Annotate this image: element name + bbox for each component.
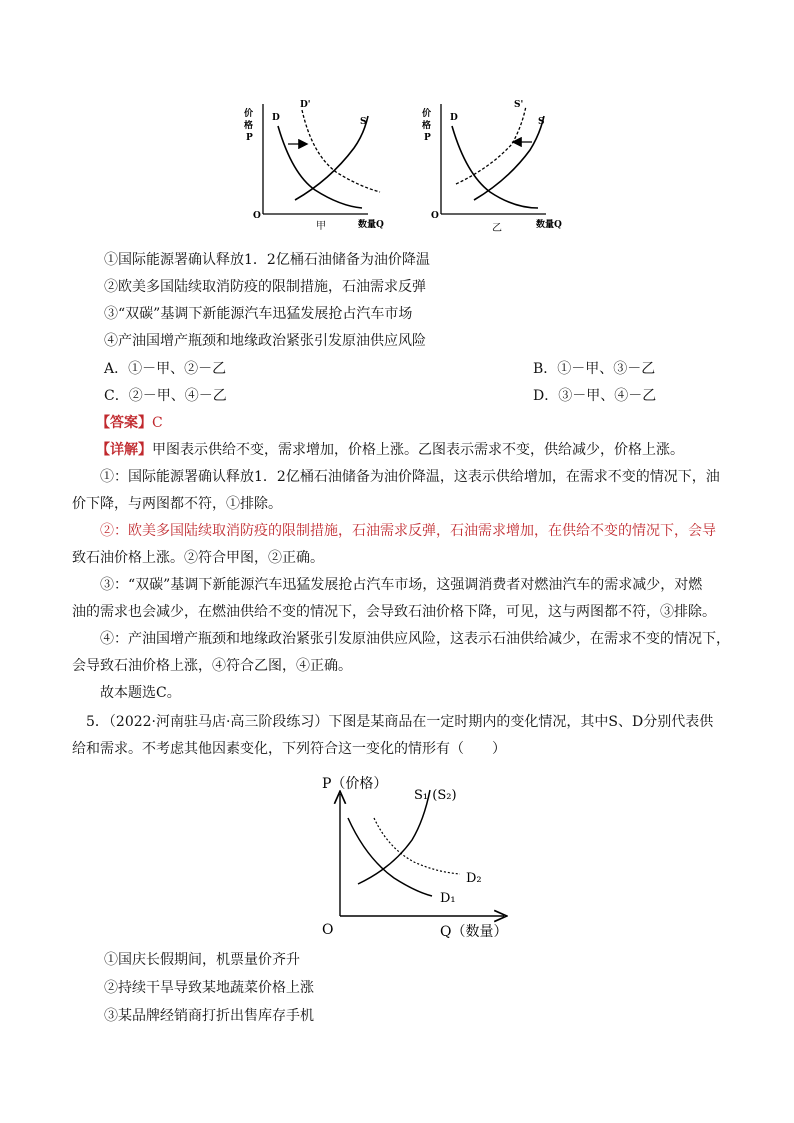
q5-item-3: ③某品牌经销商打折出售库存手机 [104, 1008, 314, 1024]
caption-label: 甲 [316, 221, 326, 232]
supply-curve-s-prime [456, 106, 526, 184]
p-axis-label: 价 [422, 109, 432, 119]
q-axis-label: 数量Q [536, 220, 562, 230]
p-axis-label-2: 格 [422, 121, 432, 131]
origin-label: O [322, 922, 334, 938]
caption-label: 乙 [492, 223, 502, 234]
answer-value: C [152, 415, 163, 431]
analysis-4b: 会导致石油价格上涨，④符合乙图，④正确。 [72, 658, 352, 674]
q-axis-label: 数量Q [358, 220, 384, 230]
q4-detail [96, 440, 684, 460]
s-label: S [538, 117, 545, 127]
supply-curve-s1 [358, 790, 430, 884]
q5-stem-2: 给和需求。不考虑其他因素变化，下列符合这一变化的情形有（ ） [72, 741, 506, 757]
detail-text: 甲图表示供给不变，需求增加，价格上涨。乙图表示需求不变，供给减少，价格上涨。 [152, 442, 684, 458]
demand-curve-d [452, 126, 538, 208]
q4-item-2: ②欧美多国陆续取消防疫的限制措施，石油需求反弹 [104, 279, 426, 295]
q4-item-3: ③“双碳”基调下新能源汽车迅猛发展抢占汽车市场 [104, 306, 413, 322]
p-axis-label-3: P [424, 133, 431, 143]
answer-tag: 【答案】 [96, 415, 152, 431]
d-label: D [272, 113, 280, 123]
origin-label: O [431, 211, 439, 221]
q4-conclusion: 故本题选C。 [100, 685, 181, 701]
p-axis-label: P（价格） [322, 776, 388, 792]
q4-item-1: ①国际能源署确认释放1．2亿桶石油储备为油价降温 [104, 252, 430, 268]
detail-tag: 【详解】 [96, 442, 152, 458]
p-axis-label: 价 [244, 109, 254, 119]
q4-option-c: C．②－甲、④－乙 [104, 388, 227, 404]
analysis-1a: ①：国际能源署确认释放1．2亿桶石油储备为油价降温，这表示供给增加，在需求不变的情况下，油 [100, 469, 720, 485]
demand-curve-d1 [348, 818, 432, 896]
d1-label: D₁ [440, 891, 456, 906]
analysis-2b: 致石油价格上涨。②符合甲图，②正确。 [72, 550, 324, 566]
supply-curve-s [295, 116, 368, 200]
origin-label: O [253, 211, 261, 221]
p-axis-label-2: 格 [244, 121, 254, 131]
d-prime-label: D' [300, 100, 311, 110]
graph-yi [418, 96, 568, 234]
d-label: D [450, 113, 458, 123]
q4-option-d: D．③－甲、④－乙 [533, 388, 657, 404]
s-label: S₁ (S₂) [414, 788, 457, 803]
graph-q5 [318, 768, 518, 940]
q4-option-a: A．①－甲、②－乙 [104, 361, 227, 377]
analysis-3b: 油的需求也会减少，在燃油供给不变的情况下，会导致石油价格下降，可见，这与两图都不符，③排除。 [72, 604, 716, 620]
demand-curve-d-prime [302, 110, 380, 192]
d2-label: D₂ [466, 871, 482, 886]
q4-item-4: ④产油国增产瓶颈和地缘政治紧张引发原油供应风险 [104, 333, 426, 349]
q5-item-2: ②持续干旱导致某地蔬菜价格上涨 [104, 980, 314, 996]
graph-jia [240, 96, 390, 234]
analysis-1b: 价下降，与两图都不符，①排除。 [72, 496, 282, 512]
q4-option-b: B．①－甲、③－乙 [533, 361, 656, 377]
demand-curve-d [278, 126, 362, 208]
q5-stem-1: 5．（2022·河南驻马店·高三阶段练习）下图是某商品在一定时期内的变化情况，其中S、D分别代表供 [86, 714, 714, 730]
analysis-4a: ④：产油国增产瓶颈和地缘政治紧张引发原油供应风险，这表示石油供给减少，在需求不变的情况下， [100, 631, 730, 647]
q4-answer [96, 413, 163, 433]
q5-item-1: ①国庆长假期间，机票量价齐升 [104, 952, 300, 968]
s-label: S [360, 117, 367, 127]
analysis-2a: ②：欧美多国陆续取消防疫的限制措施，石油需求反弹，石油需求增加，在供给不变的情况下，会导 [100, 523, 716, 539]
p-axis-label-3: P [246, 133, 253, 143]
analysis-3a: ③：“双碳”基调下新能源汽车迅猛发展抢占汽车市场，这强调消费者对燃油汽车的需求减少，对燃 [100, 577, 703, 593]
s-prime-label: S' [514, 100, 524, 110]
q-axis-label: Q（数量） [440, 924, 508, 940]
